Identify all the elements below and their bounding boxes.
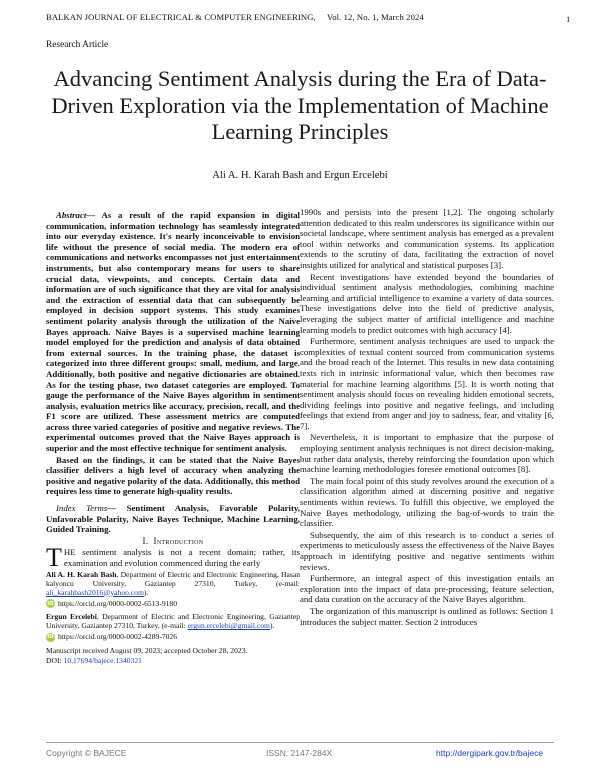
section-number: I.: [142, 535, 149, 546]
left-column: [46, 210, 300, 666]
author2-tail: ).: [269, 621, 275, 631]
index-terms-label: Index Terms: [56, 503, 108, 514]
author2-orcid-row[interactable]: [46, 632, 300, 643]
index-terms-dash: —: [107, 503, 127, 514]
abstract-text-2: Based on the findings, it can be stated that the Naive Bayes classifier delivers a high level of accuracy when analyzing the positive and negative polarity of the data. Additionally, this method requires less time to generate high-quality results.: [46, 454, 300, 497]
footnote-author2: [46, 612, 300, 630]
author1-name: Ali A. H. Karah Bash: [46, 569, 117, 579]
index-terms: [46, 503, 300, 535]
abstract: [46, 210, 300, 454]
body-paragraph: The main focal point of this study revolves around the execution of a classification algorithm aimed at discerning positive and negative sentiments within reviews. To fulfill this objective, we employed the Naive Bayes methodology, utilizing the bag-of-words to train the classifier.: [300, 475, 554, 529]
doi-link[interactable]: 10.17694/bajece.1340321: [63, 655, 142, 665]
author2-name: Ergun Ercelebi: [46, 612, 97, 622]
body-paragraph: Furthermore, an integral aspect of this investigation entails an exploration into the impact of data pre-processing, feature selection, and data curation on the accuracy of the Naive Bayes algorithm.: [300, 573, 554, 605]
manuscript-received: Manuscript received August 09, 2023; accepted October 28, 2023.: [46, 645, 248, 655]
journal-volume: Vol. 12, No. 1, March 2024: [327, 12, 424, 22]
body-paragraph: Nevertheless, it is important to emphasize that the purpose of employing sentiment analysis techniques is not direct decision-making, but rather data analysis, thereby reinforcing the foundation upon which machine learning methodologies foresee emotional outcomes [8].: [300, 432, 554, 475]
author1-orcid-row[interactable]: [46, 599, 300, 610]
abstract-conclusion: [46, 455, 300, 497]
page-number: 1: [566, 14, 571, 24]
abstract-label: Abstract: [56, 210, 87, 220]
footer-divider: [46, 742, 554, 743]
orcid-icon: iD: [47, 634, 54, 641]
index-terms-text: Sentiment Analysis, Favorable Polarity, Unfavorable Polarity, Naive Bayes Technique, Machine Learning, Guided Training.: [46, 503, 300, 535]
orcid-icon: iD: [47, 600, 54, 607]
author2-email[interactable]: ergun.ercelebi@gmail.com: [187, 621, 270, 631]
author2-orcid[interactable]: https://orcid.org/0000-0002-4289-7026: [58, 632, 178, 642]
author1-tail: ).: [143, 587, 149, 597]
body-paragraph: Subsequently, the aim of this research is to conduct a series of experiments to meticulously assess the effectiveness of the Naive Bayes approach in identifying positive and negative sentiments within reviews.: [300, 529, 554, 572]
author1-orcid[interactable]: https://orcid.org/0000-0002-6513-9180: [58, 598, 178, 608]
footer-issn: ISSN: 2147-284X: [266, 748, 333, 758]
author1-email[interactable]: ali_karahbash2016@yahoo.com: [46, 587, 144, 597]
footer-url[interactable]: http://dergipark.gov.tr/bajece: [436, 748, 544, 758]
right-column: [300, 207, 554, 628]
author2-affil: , Department of Electric and Electronic Engineering, Gaziantep University, Gaziantep 27310, Turkey, (e-mail:: [46, 612, 300, 631]
body-paragraph: Furthermore, sentiment analysis techniques are used to unpack the complexities of textual content sourced from communication systems and the broad reach of the Internet. This results in new data containing texts rich in intrinsic informational value, which then becomes raw material for machine learning algorithms [5]. It is worth noting that sentiment analysis should focus on revealing hidden emotional secrets, dividing feelings into positive and negative feelings, and including feelings that extend from anger and joy to sadness, fear, and vitality [6, 7].: [300, 336, 554, 431]
footer-copyright: Copyright © BAJECE: [46, 748, 127, 758]
footnote-author1: [46, 570, 300, 597]
section-heading: [46, 536, 300, 547]
abstract-text: As a result of the rapid expansion in digital communication, information technology has seamlessly integrated into our everyday existence. It's nearly inconceivable to envision life without the presence of social media. The modern era of communications and networks encompasses not just entertainment instruments, but also contemporary means for users to share crucial data, viewpoints, and concepts. Certain data and information are of such significance that they are vital for analysis and the extraction of essential data that can subsequently be employed in decision support systems. This study examines sentiment polarity analysis through the utilization of the Naive Bayes approach. Naive Bayes is a supervised machine learning model employed for the prediction and analysis of data obtained from external sources. In the training phase, the dataset is categorized into three different groups: small, medium, and large. Additionally, both positive and negative dictionaries are obtained. As for the testing phase, two dataset categories are employed. To gauge the performance of the Naive Bayes algorithm in sentiment analysis, evaluation metrics like accuracy, precision, recall, and the F1 score are utilized. These assessment metrics are computed across three varied categories of positive and negative reviews. The experimental outcomes proved that the Naive Bayes approach is superior and the most effective technique for sentiment analysis.: [46, 210, 300, 454]
journal-name: BALKAN JOURNAL OF ELECTRICAL & COMPUTER ENGINEERING,: [46, 12, 316, 22]
intro-text: HE sentiment analysis is not a recent domain; rather, its examination and evolution commenced during the early: [63, 547, 300, 568]
author1-affil: , Department of Electric and Electronic Engineering, Hasan kalyoncu University, Gaziantep 27310, Turkey, (e-mail:: [46, 569, 301, 588]
body-paragraph: 1990s and persists into the present [1,2]. The ongoing scholarly attention dedicated to this realm underscores its significance within our societal landscape, where sentiment analysis has emerged as a prevalent tool within networks and communication systems. Its application extends to the scrutiny of data, facilitating the extraction of novel insights utilized for analytical and statistical purposes [3].: [300, 207, 554, 270]
body-paragraph: The organization of this manuscript is outlined as follows: Section 1 introduces the subject matter. Section 2 introduces: [300, 605, 554, 627]
journal-header: [46, 12, 424, 22]
section-title: Introduction: [153, 535, 204, 546]
intro-paragraph: [46, 543, 300, 573]
abstract-dash: —: [86, 210, 102, 220]
article-type: Research Article: [46, 40, 109, 50]
body-paragraph: Recent investigations have extended beyond the boundaries of individual sentiment analysis methodologies, combining machine learning and artificial intelligence to examine a variety of data sources. These investigations delve into the field of predictive analysis, leveraging the subject matter of artificial intelligence and machine learning models to predict outcomes with high accuracy [4].: [300, 271, 554, 335]
doi-line: [46, 656, 300, 665]
doi-label: DOI:: [46, 655, 64, 665]
paper-title: Advancing Sentiment Analysis during the Era of Data-Driven Exploration via the Implementation of Machine Learning Principles: [51, 66, 549, 144]
drop-cap: T: [46, 543, 62, 573]
paper-authors: Ali A. H. Karah Bash and Ergun Ercelebi: [212, 170, 388, 181]
